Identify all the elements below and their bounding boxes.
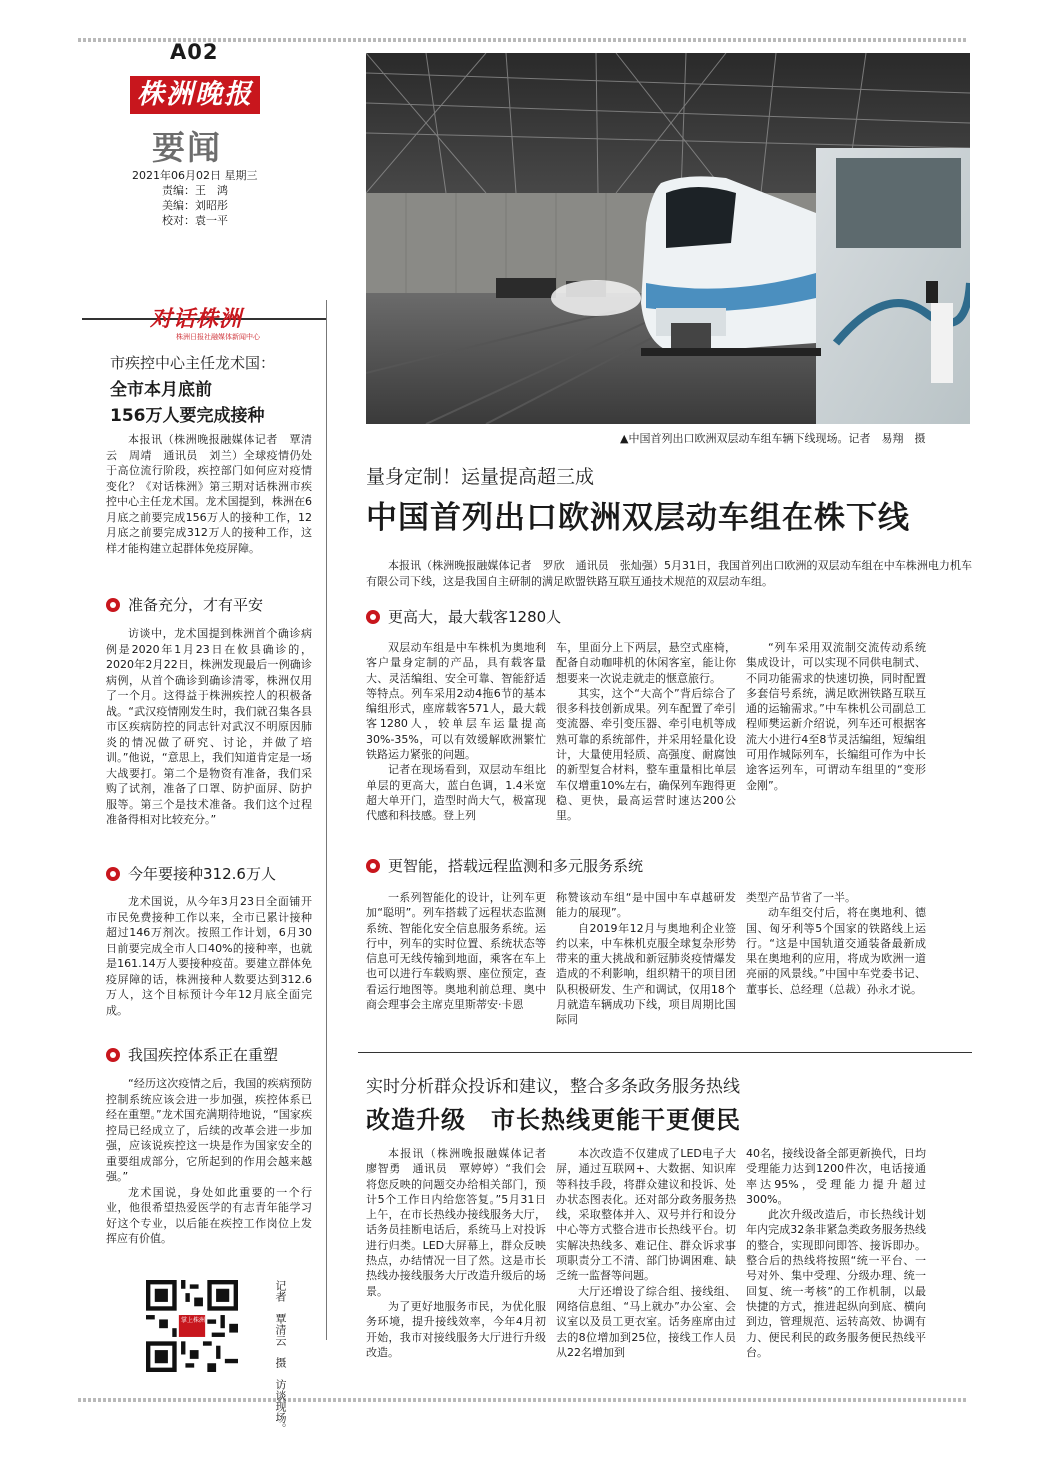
train-s1-c2-p2: 其实，这个“大高个”背后综合了很多科技创新成果。列车配置了牵引变流器、牵引变压器、牵引电机等成熟可靠的系统部件，并采用轻量化设计，大量使用轻质、高强度、耐腐蚀的新型复合材料，整车重量相比单层车仅增重10%左右，确保列车跑得更稳、更快，最高运营时速达200公里。 — [556, 686, 736, 823]
left-para-4: 龙术国说，身处如此重要的一个行业，他很希望热爱医学的有志青年能学习好这个专业，以后能在疾控工作岗位上发挥应有价值。 — [106, 1185, 312, 1245]
qr-code[interactable] — [146, 1280, 238, 1372]
train-s2-c1-p1: 一系列智能化的设计，让列车更加“聪明”。列车搭载了远程状态监测系统、智能化安全信息服务系统。运行中，列车的实时位置、系统状态等信息可无线传输到地面，乘客在车上也可以进行车载购票、座位预定，查看运行地图等。奥地利前总理、奥中商会理事会主席克里斯蒂安·卡恩 — [366, 891, 546, 1012]
left-headline-line1: 全市本月底前 — [110, 380, 212, 400]
left-intro-text: 本报讯（株洲晚报融媒体记者 覃清云 周靖 通讯员 刘兰）全球疫情仍处于高位流行阶段，疾控部门如何应对疫情变化？《对话株洲》第三期对话株洲市疾控中心主任龙术国。龙术国提到，株洲在6月底之前要完成156万人的接种工作，12月底之前要完成312万人的接种工作，这样才能构建立起群体免疫屏障。 — [106, 433, 312, 555]
left-subhead-3 — [106, 1044, 278, 1065]
train-s2-c3-p1: 类型产品节省了一半。 — [746, 891, 856, 904]
left-subhead-2-text: 今年要接种312.6万人 — [128, 865, 276, 883]
column-divider — [326, 300, 327, 1340]
train-subhead-2-text: 更智能，搭载远程监测和多元服务系统 — [388, 857, 644, 875]
left-article-headline — [110, 352, 320, 426]
hotline-c2-p1: 本次改造不仅建成了LED电子大屏，通过互联网+、大数据、知识库等科技手段，将群众建议和投诉、处办状态图表化。还对部分政务服务热线，采取整体并入、双号并行和设分中心等方式整合进市长热线平台。切实解决热线多、难记住、群众诉求事项职责分工不清、部门协调困难、缺乏统一监督等问题。 — [556, 1147, 736, 1283]
hotline-c1-p2: 为了更好地服务市民，为优化服务环境，提升接线效率，今年4月初开始，我市对接线服务大厅进行升级改造。 — [366, 1299, 546, 1359]
train-s2-col1 — [366, 890, 546, 1012]
train-photo-image — [366, 53, 970, 424]
hotline-kicker: 实时分析群众投诉和建议，整合多条政务服务热线 — [366, 1077, 740, 1097]
hotline-col3 — [746, 1146, 926, 1360]
left-section-2 — [106, 894, 312, 1018]
bottom-dotted-rule — [78, 1398, 968, 1402]
train-lead — [366, 558, 972, 589]
train-s1-c3-p1: “列车采用双流制交流传动系统集成设计，可以实现不同供电制式、不同功能需求的快速切换，同时配置多套信号系统，满足欧洲铁路互联互通的运输需求。”中车株机公司副总工程师樊运新介绍说，列车还可根据客流大小进行4至8节灵活编组，短编组可用作城际列车，长编组可作为中长途客运列车，可谓动车组里的“变形金刚”。 — [746, 641, 926, 792]
left-subhead-1 — [106, 594, 263, 615]
bullet-icon — [366, 859, 380, 873]
left-para-2: 龙术国说，从今年3月23日全面铺开市民免费接种工作以来，全市已累计接种超过146万剂次。按照工作计划，6月30日前要完成全市人口40%的接种率，也就是161.14万人要接种疫苗。要建立群体免疫屏障的话，株洲接种人数要达到312.6万人，这个目标预计今年12月底全面完成。 — [106, 895, 312, 1017]
train-headline: 中国首列出口欧洲双层动车组在株下线 — [366, 500, 910, 536]
section-title: 要闻 — [152, 128, 222, 167]
bullet-icon — [106, 1048, 120, 1062]
train-subhead-1-text: 更高大，最大载客1280人 — [388, 608, 562, 626]
left-kicker: 市疾控中心主任龙术国： — [110, 354, 276, 372]
train-s2-col3 — [746, 890, 926, 997]
left-headline-line2: 156万人要完成接种 — [110, 406, 265, 426]
bullet-icon — [106, 867, 120, 881]
train-s1-col2 — [556, 640, 736, 824]
train-s2-col2 — [556, 890, 736, 1028]
dialogue-logo-subtitle: 株洲日报社融媒体新闻中心 — [176, 333, 260, 341]
hotline-c2-p2: 大厅还增设了综合组、接线组、网络信息组、“马上就办”办公室、会议室以及员工更衣室。话务座席由过去的8位增加到25位，接线工作人员从22名增加到 — [556, 1284, 736, 1359]
qr-code-icon — [146, 1280, 238, 1372]
train-lead-text: 本报讯（株洲晚报融媒体记者 罗欣 通讯员 张灿强）5月31日，我国首列出口欧洲的双层动车组在中车株洲电力机车有限公司下线，这是我国自主研制的满足欧盟铁路互联互通技术规范的双层动车组。 — [366, 559, 972, 588]
hotline-c1-p1: 本报讯（株洲晚报融媒体记者 廖智勇 通讯员 覃婷婷）“我们会将您反映的问题交办给相关部门，预计5个工作日内给您答复。”5月31日上午，在市长热线办接线服务大厅，话务员挂断电话后，系统马上对投诉进行归类。LED大屏幕上，群众反映热点，办结情况一目了然。这是市长热线办接线服务大厅改造升级后的场景。 — [366, 1147, 557, 1298]
art-editor: 美编：刘昭彤 — [162, 199, 228, 212]
left-section-1 — [106, 626, 312, 828]
dialogue-logo-title: 对话株洲 — [150, 306, 243, 332]
left-intro — [106, 432, 312, 556]
train-s2-c3-p2: 动车组交付后，将在奥地利、德国、匈牙利等5个国家的铁路线上运行。“这是中国轨道交通装备最新成果在奥地利的应用，将成为欧洲一道亮丽的风景线。”中国中车党委书记、董事长、总经理（总裁）孙永才说。 — [746, 906, 926, 996]
train-kicker: 量身定制！运量提高超三成 — [366, 466, 595, 488]
train-s1-c2-p1: 车，里面分上下两层，悬空式座椅，配备自动咖啡机的休闲客室，能让你想要来一次说走就走的惬意旅行。 — [556, 641, 736, 685]
masthead: 株洲晚报 — [130, 76, 260, 114]
proofreader: 校对：袁一平 — [162, 214, 228, 227]
hotline-headline: 改造升级 市长热线更能干更便民 — [366, 1106, 741, 1134]
left-para-1: 访谈中，龙术国提到株洲首个确诊病例是2020年1月23日在攸县确诊的，2020年2月22日，株洲发现最后一例确诊病例，从首个确诊到确诊清零，株洲仅用了一个月。这得益于株洲疾控人的积极备战。“武汉疫情刚发生时，我们就召集各县市区疾病防控的同志针对武汉不明原因肺炎的情况做了研究、讨论，并做了培训。”他说，“意思上，我们知道肯定是一场大战要打。第二个是物资有准备，我们采购了试剂，准备了口罩、防护面屏、防护服等。第三个是技术准备。我们这个过程准备得相对比较充分。” — [106, 627, 312, 826]
left-para-3: “经历这次疫情之后，我国的疾病预防控制系统应该会进一步加强，疾控体系已经在重塑。”龙术国充满期待地说，“国家疾控局已经成立了，后续的改革会进一步加强，应该说疾控这一块是作为国家安全的重要组成部分，它所起到的作用会越来越强。” — [106, 1077, 312, 1183]
article-divider — [358, 1052, 972, 1053]
qr-photo-note: 记者 覃清云 摄 访谈现场。 — [274, 1280, 287, 1434]
date-block — [132, 168, 262, 228]
train-subhead-2 — [366, 855, 643, 876]
train-subhead-1 — [366, 606, 561, 627]
train-s1-c1-p1: 双层动车组是中车株机为奥地利客户量身定制的产品，具有载客量大、灵活编组、安全可靠、智能舒适等特点。列车采用2动4拖6节的基本编组形式，座席载客571人，最大载客1280人，较单层车运量提高30%-35%，可以有效缓解欧洲繁忙铁路运力紧张的问题。 — [366, 641, 546, 762]
train-s2-c2-p2: 自2019年12月与奥地利企业签约以来，中车株机克服全球复杂形势带来的重大挑战和新冠肺炎疫情爆发造成的不利影响，组织精干的项目团队积极研发、生产和调试，仅用18个月就造车辆成功下线，项目周期比国际同 — [556, 921, 736, 1027]
qr-badge: 掌上株洲 — [180, 1317, 205, 1324]
photo-caption: ▲中国首列出口欧洲双层动车组车辆下线现场。记者 易翔 摄 — [620, 432, 926, 445]
train-photo — [366, 53, 970, 424]
dialogue-zhuzhou-logo — [150, 302, 260, 348]
left-subhead-3-text: 我国疾控体系正在重塑 — [128, 1046, 279, 1064]
hotline-col1 — [366, 1146, 557, 1360]
train-s1-col3 — [746, 640, 926, 793]
issue-date: 2021年06月02日 星期三 — [132, 169, 258, 182]
left-subhead-1-text: 准备充分，才有平安 — [128, 596, 264, 614]
train-s1-c1-p2: 记者在现场看到，双层动车组比单层的更高大，蓝白色调，1.4米宽超大单开门，造型时尚大气，极富现代感和科技感。登上列 — [366, 763, 546, 823]
editor: 责编：王 鸿 — [162, 184, 228, 197]
page-number: A02 — [170, 40, 219, 64]
left-section-3 — [106, 1076, 312, 1247]
hotline-c3-p2: 此次升级改造后，市长热线计划年内完成32条非紧急类政务服务热线的整合，实现即问即答、接诉即办。整合后的热线将按照“统一平台、一号对外、集中受理、分级办理、统一回复、统一考核”的工作机制，以最快捷的方式，推进起纵向到底、横向到边，管理规范、运转高效、协调有力、便民利民的政务服务便民热线平台。 — [746, 1208, 926, 1359]
train-s2-c2-p1: 称赞该动车组“是中国中车卓越研发能力的展现”。 — [556, 891, 736, 920]
left-subhead-2 — [106, 863, 276, 884]
bullet-icon — [106, 598, 120, 612]
hotline-c3-p1: 40名，接线设备全部更新换代，日均受理能力达到1200件次，电话接通率达95%，受理能力提升超过300%。 — [746, 1147, 926, 1206]
train-s1-col1 — [366, 640, 546, 824]
bullet-icon — [366, 610, 380, 624]
hotline-col2 — [556, 1146, 736, 1360]
